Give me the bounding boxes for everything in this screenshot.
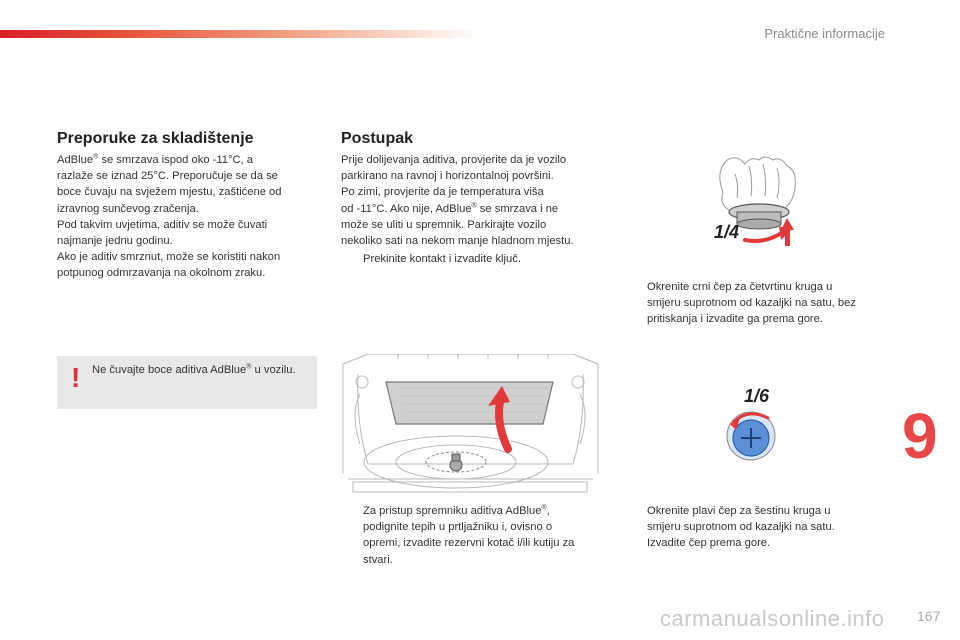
access-line-3: opremi, izvadite rezervni kotač i/ili kutiju za: [363, 537, 575, 550]
blue-cap-line-1: Okrenite plavi čep za šestinu kruga u: [647, 505, 831, 517]
chapter-number: 9: [902, 400, 938, 472]
procedure-line-2: parkirano na ravnoj i horizontalnoj površini.: [341, 170, 554, 183]
procedure-bullet-ignition: Prekinite kontakt i izvadite ključ.: [363, 253, 521, 265]
header-color-bar: [0, 30, 480, 38]
right-bullet-blue-cap: [625, 503, 895, 535]
storage-line-2: razlaže se iznad 25°C. Preporučuje se da se: [57, 170, 278, 183]
blue-cap-line-2: smjeru suprotnom od kazaljki na satu.: [647, 521, 835, 534]
procedure-bullet-access: [341, 503, 616, 568]
section-title: Praktične informacije: [764, 26, 885, 41]
fraction-quarter-label: 1/4: [714, 222, 740, 242]
storage-line-6: najmanje jednu godinu.: [57, 235, 173, 248]
storage-line-7: Ako je aditiv smrznut, može se koristiti nakon: [57, 251, 281, 264]
trunk-illustration: [338, 354, 602, 494]
storage-heading: Preporuke za skladištenje: [57, 130, 254, 147]
access-line-4: stvari.: [363, 553, 393, 566]
storage-line-1: AdBlue® se smrzava ispod oko -11°C, a: [57, 153, 253, 166]
black-cap-line-1: Okrenite crni čep za četvrtinu kruga u: [647, 281, 833, 293]
procedure-line-3: Po zimi, provjerite da je temperatura viša: [341, 186, 544, 199]
warning-icon: !: [71, 362, 81, 393]
fraction-sixth-label: 1/6: [744, 386, 770, 406]
procedure-heading: Postupak: [341, 130, 414, 147]
right-bullet-remove-cap: Izvadite čep prema gore.: [647, 537, 771, 549]
storage-line-5: Pod takvim uvjetima, aditiv se može čuvati: [57, 218, 268, 231]
storage-paragraph: [57, 152, 327, 282]
access-line-1: Za pristup spremniku aditiva AdBlue®,: [363, 504, 550, 517]
procedure-line-6: nekoliko sati na nekom manje hladnom mjestu.: [341, 235, 574, 248]
black-cap-line-3: pritiskanja i izvadite ga prema gore.: [647, 313, 823, 326]
watermark: carmanualsonline.info: [660, 606, 885, 631]
procedure-line-4: od -11°C. Ako nije, AdBlue® se smrzava i ne: [341, 201, 559, 215]
storage-line-4: izravnog sunčevog zračenja.: [57, 202, 199, 215]
page-number: 167: [917, 608, 941, 624]
access-line-2: podignite tepih u prtljažniku i, ovisno o: [363, 521, 553, 534]
warning-text: Ne čuvajte boce aditiva AdBlue® u vozilu.: [92, 363, 296, 376]
blue-cap-illustration: [718, 404, 784, 464]
procedure-paragraph: [341, 152, 611, 249]
procedure-line-5: može se uliti u spremnik. Parkirajte vozilo: [341, 218, 547, 231]
storage-line-8: potpunog odmrzavanja na okolnom zraku.: [57, 267, 266, 280]
right-bullet-black-cap: [625, 279, 895, 328]
procedure-line-1: Prije dolijevanja aditiva, provjerite da je vozilo: [341, 154, 567, 166]
warning-box: [57, 356, 317, 409]
storage-line-3: boce čuvaju na svježem mjestu, zaštićene od: [57, 186, 282, 199]
black-cap-line-2: smjeru suprotnom od kazaljki na satu, bez: [647, 297, 856, 310]
